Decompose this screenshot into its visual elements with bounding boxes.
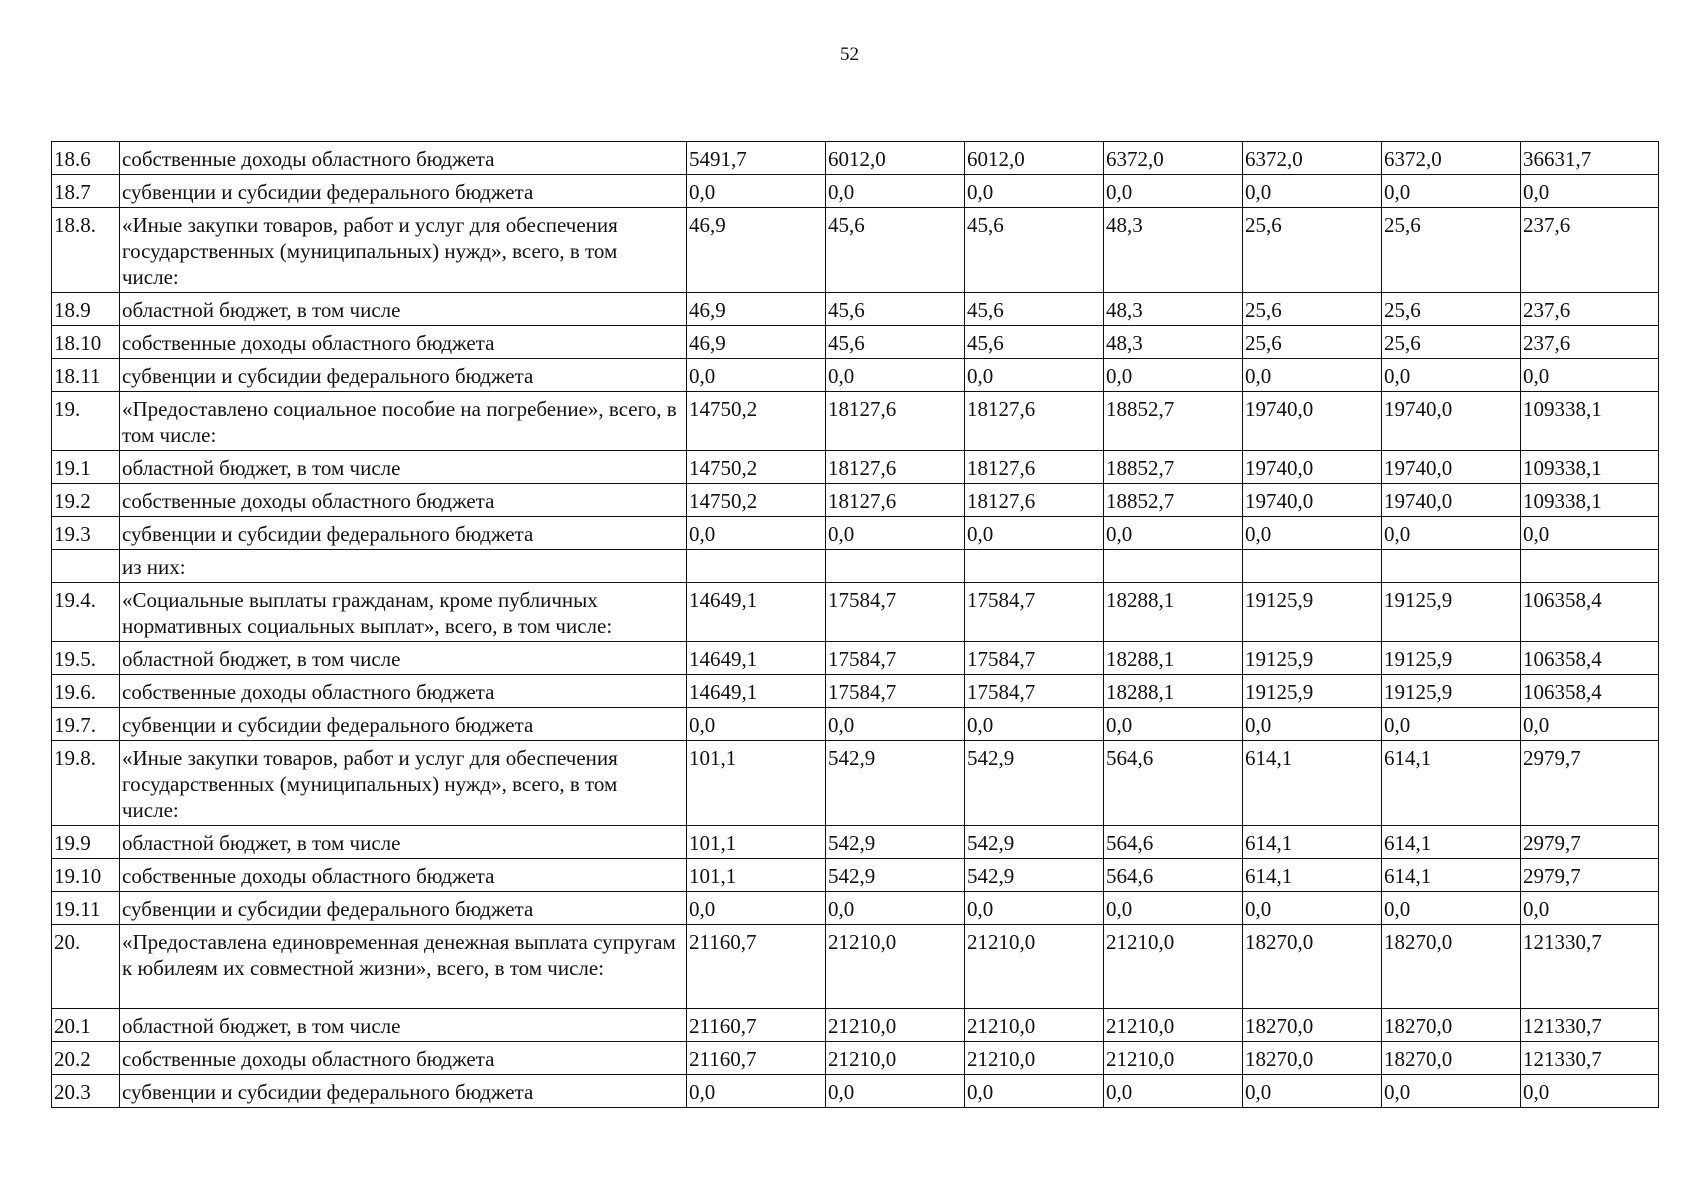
- value-cell: 106358,4: [1521, 583, 1659, 642]
- value-cell: 101,1: [687, 741, 826, 826]
- value-cell: 25,6: [1382, 208, 1521, 293]
- value-cell: 17584,7: [965, 642, 1104, 675]
- value-cell: 18852,7: [1104, 392, 1243, 451]
- value-cell: 18852,7: [1104, 484, 1243, 517]
- value-cell: 18852,7: [1104, 451, 1243, 484]
- value-cell: 0,0: [965, 517, 1104, 550]
- value-cell: 48,3: [1104, 326, 1243, 359]
- value-cell: 614,1: [1243, 741, 1382, 826]
- value-cell: 18127,6: [965, 451, 1104, 484]
- value-cell: 0,0: [1382, 892, 1521, 925]
- row-number-cell: 20.3: [52, 1075, 120, 1108]
- row-description-cell: субвенции и субсидии федерального бюджета: [120, 359, 687, 392]
- value-cell: 121330,7: [1521, 1009, 1659, 1042]
- value-cell: 614,1: [1382, 826, 1521, 859]
- value-cell: 14750,2: [687, 484, 826, 517]
- value-cell: 0,0: [1104, 359, 1243, 392]
- value-cell: 46,9: [687, 208, 826, 293]
- row-description-cell: собственные доходы областного бюджета: [120, 484, 687, 517]
- row-number-cell: 18.8.: [52, 208, 120, 293]
- value-cell: 18288,1: [1104, 675, 1243, 708]
- row-description-cell: субвенции и субсидии федерального бюджета: [120, 892, 687, 925]
- row-description-cell: из них:: [120, 550, 687, 583]
- row-description-cell: областной бюджет, в том числе: [120, 1009, 687, 1042]
- table-row: [52, 517, 1659, 550]
- row-description-cell: областной бюджет, в том числе: [120, 293, 687, 326]
- value-cell: 237,6: [1521, 208, 1659, 293]
- value-cell: 542,9: [826, 859, 965, 892]
- value-cell: 45,6: [826, 293, 965, 326]
- value-cell: 45,6: [965, 326, 1104, 359]
- value-cell: 0,0: [1382, 708, 1521, 741]
- value-cell: 614,1: [1382, 741, 1521, 826]
- row-description-cell: субвенции и субсидии федерального бюджета: [120, 517, 687, 550]
- table-row: [52, 293, 1659, 326]
- row-number-cell: 19.3: [52, 517, 120, 550]
- value-cell: 101,1: [687, 859, 826, 892]
- value-cell: 0,0: [1382, 517, 1521, 550]
- value-cell: 2979,7: [1521, 741, 1659, 826]
- table-row: [52, 642, 1659, 675]
- row-description-cell: «Иные закупки товаров, работ и услуг для обеспечения государственных (муниципальных) нужд», всего, в том числе:: [120, 741, 687, 826]
- value-cell: 0,0: [1521, 175, 1659, 208]
- row-number-cell: 20.2: [52, 1042, 120, 1075]
- row-number-cell: 19.: [52, 392, 120, 451]
- value-cell: 17584,7: [826, 642, 965, 675]
- table-row: [52, 675, 1659, 708]
- value-cell: 18127,6: [826, 451, 965, 484]
- value-cell: 25,6: [1382, 326, 1521, 359]
- value-cell: 542,9: [965, 826, 1104, 859]
- value-cell: 14649,1: [687, 583, 826, 642]
- value-cell: 18270,0: [1243, 925, 1382, 1009]
- value-cell: 0,0: [1521, 517, 1659, 550]
- value-cell: [1243, 550, 1382, 583]
- table-row: [52, 326, 1659, 359]
- value-cell: 46,9: [687, 293, 826, 326]
- row-number-cell: 19.5.: [52, 642, 120, 675]
- row-number-cell: 19.6.: [52, 675, 120, 708]
- value-cell: 542,9: [826, 741, 965, 826]
- value-cell: 18270,0: [1382, 1009, 1521, 1042]
- value-cell: 121330,7: [1521, 1042, 1659, 1075]
- row-number-cell: 18.6: [52, 142, 120, 175]
- value-cell: 21210,0: [1104, 925, 1243, 1009]
- value-cell: 614,1: [1243, 859, 1382, 892]
- value-cell: 237,6: [1521, 293, 1659, 326]
- value-cell: [965, 550, 1104, 583]
- value-cell: 18270,0: [1243, 1009, 1382, 1042]
- value-cell: 0,0: [1104, 1075, 1243, 1108]
- value-cell: 21210,0: [826, 1009, 965, 1042]
- row-number-cell: 19.4.: [52, 583, 120, 642]
- value-cell: 21210,0: [965, 1042, 1104, 1075]
- table-row: [52, 175, 1659, 208]
- value-cell: 2979,7: [1521, 859, 1659, 892]
- value-cell: 6012,0: [826, 142, 965, 175]
- row-number-cell: 18.9: [52, 293, 120, 326]
- value-cell: 19740,0: [1382, 484, 1521, 517]
- table-row: [52, 826, 1659, 859]
- value-cell: 0,0: [826, 359, 965, 392]
- value-cell: 21160,7: [687, 925, 826, 1009]
- value-cell: 106358,4: [1521, 675, 1659, 708]
- value-cell: 0,0: [1104, 175, 1243, 208]
- value-cell: 0,0: [1243, 517, 1382, 550]
- budget-table: [51, 141, 1659, 1108]
- value-cell: 25,6: [1243, 326, 1382, 359]
- value-cell: 14750,2: [687, 392, 826, 451]
- value-cell: 21210,0: [826, 1042, 965, 1075]
- value-cell: 18288,1: [1104, 583, 1243, 642]
- value-cell: 0,0: [687, 359, 826, 392]
- value-cell: 109338,1: [1521, 392, 1659, 451]
- value-cell: 18127,6: [826, 484, 965, 517]
- value-cell: 109338,1: [1521, 451, 1659, 484]
- value-cell: 19125,9: [1382, 642, 1521, 675]
- table-row: [52, 142, 1659, 175]
- value-cell: 19740,0: [1382, 451, 1521, 484]
- value-cell: 18288,1: [1104, 642, 1243, 675]
- value-cell: [826, 550, 965, 583]
- table-row: [52, 550, 1659, 583]
- row-number-cell: 19.7.: [52, 708, 120, 741]
- value-cell: 17584,7: [965, 583, 1104, 642]
- table-row: [52, 392, 1659, 451]
- value-cell: 14649,1: [687, 675, 826, 708]
- value-cell: 21210,0: [1104, 1009, 1243, 1042]
- row-description-cell: собственные доходы областного бюджета: [120, 142, 687, 175]
- value-cell: 614,1: [1382, 859, 1521, 892]
- value-cell: 0,0: [1382, 1075, 1521, 1108]
- value-cell: 0,0: [1104, 892, 1243, 925]
- value-cell: 0,0: [1243, 892, 1382, 925]
- value-cell: 0,0: [965, 892, 1104, 925]
- value-cell: 46,9: [687, 326, 826, 359]
- value-cell: 6372,0: [1104, 142, 1243, 175]
- row-number-cell: 19.2: [52, 484, 120, 517]
- row-description-cell: областной бюджет, в том числе: [120, 451, 687, 484]
- value-cell: 45,6: [965, 293, 1104, 326]
- table-row: [52, 1009, 1659, 1042]
- value-cell: 19740,0: [1243, 484, 1382, 517]
- row-number-cell: 18.11: [52, 359, 120, 392]
- value-cell: 0,0: [826, 892, 965, 925]
- value-cell: 564,6: [1104, 826, 1243, 859]
- value-cell: 21210,0: [826, 925, 965, 1009]
- value-cell: 0,0: [826, 708, 965, 741]
- value-cell: 0,0: [826, 175, 965, 208]
- value-cell: 25,6: [1243, 293, 1382, 326]
- value-cell: 21160,7: [687, 1042, 826, 1075]
- value-cell: 0,0: [1521, 892, 1659, 925]
- row-description-cell: собственные доходы областного бюджета: [120, 859, 687, 892]
- value-cell: 0,0: [687, 517, 826, 550]
- value-cell: 542,9: [965, 741, 1104, 826]
- row-description-cell: собственные доходы областного бюджета: [120, 1042, 687, 1075]
- value-cell: 121330,7: [1521, 925, 1659, 1009]
- value-cell: 36631,7: [1521, 142, 1659, 175]
- row-description-cell: областной бюджет, в том числе: [120, 826, 687, 859]
- value-cell: 48,3: [1104, 293, 1243, 326]
- value-cell: 109338,1: [1521, 484, 1659, 517]
- table-row: [52, 741, 1659, 826]
- value-cell: 0,0: [1243, 359, 1382, 392]
- row-description-cell: собственные доходы областного бюджета: [120, 326, 687, 359]
- value-cell: 0,0: [1243, 1075, 1382, 1108]
- row-description-cell: собственные доходы областного бюджета: [120, 675, 687, 708]
- row-description-cell: «Иные закупки товаров, работ и услуг для обеспечения государственных (муниципальных) нужд», всего, в том числе:: [120, 208, 687, 293]
- row-number-cell: [52, 550, 120, 583]
- table-row: [52, 451, 1659, 484]
- value-cell: 17584,7: [965, 675, 1104, 708]
- row-number-cell: 19.11: [52, 892, 120, 925]
- value-cell: 19125,9: [1243, 583, 1382, 642]
- value-cell: 19740,0: [1243, 451, 1382, 484]
- value-cell: 0,0: [826, 517, 965, 550]
- row-number-cell: 19.8.: [52, 741, 120, 826]
- value-cell: 0,0: [965, 708, 1104, 741]
- value-cell: 45,6: [965, 208, 1104, 293]
- table-row: [52, 1042, 1659, 1075]
- value-cell: 14649,1: [687, 642, 826, 675]
- value-cell: 0,0: [1521, 1075, 1659, 1108]
- table-row: [52, 892, 1659, 925]
- value-cell: 19125,9: [1243, 675, 1382, 708]
- value-cell: 0,0: [1382, 359, 1521, 392]
- row-number-cell: 20.1: [52, 1009, 120, 1042]
- row-description-cell: областной бюджет, в том числе: [120, 642, 687, 675]
- row-description-cell: «Социальные выплаты гражданам, кроме публичных нормативных социальных выплат», всего, в том числе:: [120, 583, 687, 642]
- row-number-cell: 19.9: [52, 826, 120, 859]
- value-cell: [1521, 550, 1659, 583]
- value-cell: 564,6: [1104, 859, 1243, 892]
- row-number-cell: 19.10: [52, 859, 120, 892]
- row-number-cell: 19.1: [52, 451, 120, 484]
- value-cell: 0,0: [1104, 517, 1243, 550]
- row-description-cell: субвенции и субсидии федерального бюджета: [120, 175, 687, 208]
- value-cell: 0,0: [826, 1075, 965, 1108]
- value-cell: 6372,0: [1382, 142, 1521, 175]
- value-cell: 0,0: [965, 359, 1104, 392]
- value-cell: 0,0: [1382, 175, 1521, 208]
- value-cell: 19740,0: [1382, 392, 1521, 451]
- value-cell: 0,0: [1104, 708, 1243, 741]
- value-cell: 0,0: [687, 1075, 826, 1108]
- value-cell: 18127,6: [965, 392, 1104, 451]
- value-cell: 101,1: [687, 826, 826, 859]
- row-description-cell: субвенции и субсидии федерального бюджета: [120, 1075, 687, 1108]
- value-cell: 0,0: [1243, 708, 1382, 741]
- table-row: [52, 583, 1659, 642]
- value-cell: 45,6: [826, 208, 965, 293]
- value-cell: 614,1: [1243, 826, 1382, 859]
- value-cell: 45,6: [826, 326, 965, 359]
- page-number: 52: [840, 44, 859, 65]
- value-cell: 19740,0: [1243, 392, 1382, 451]
- value-cell: 237,6: [1521, 326, 1659, 359]
- value-cell: 14750,2: [687, 451, 826, 484]
- value-cell: 6372,0: [1243, 142, 1382, 175]
- table-row: [52, 484, 1659, 517]
- value-cell: 21160,7: [687, 1009, 826, 1042]
- row-description-cell: «Предоставлено социальное пособие на погребение», всего, в том числе:: [120, 392, 687, 451]
- value-cell: 0,0: [687, 708, 826, 741]
- table-row: [52, 708, 1659, 741]
- value-cell: 21210,0: [1104, 1042, 1243, 1075]
- table-row: [52, 859, 1659, 892]
- row-number-cell: 20.: [52, 925, 120, 1009]
- value-cell: 0,0: [1521, 359, 1659, 392]
- budget-table-body: [52, 142, 1659, 1108]
- value-cell: 564,6: [1104, 741, 1243, 826]
- value-cell: 19125,9: [1382, 675, 1521, 708]
- value-cell: 0,0: [1243, 175, 1382, 208]
- value-cell: 106358,4: [1521, 642, 1659, 675]
- row-number-cell: 18.7: [52, 175, 120, 208]
- value-cell: 18270,0: [1382, 925, 1521, 1009]
- table-row: [52, 359, 1659, 392]
- row-description-cell: субвенции и субсидии федерального бюджета: [120, 708, 687, 741]
- value-cell: 21210,0: [965, 925, 1104, 1009]
- value-cell: 542,9: [826, 826, 965, 859]
- value-cell: 48,3: [1104, 208, 1243, 293]
- value-cell: 0,0: [687, 175, 826, 208]
- table-row: [52, 1075, 1659, 1108]
- value-cell: 19125,9: [1382, 583, 1521, 642]
- value-cell: [687, 550, 826, 583]
- table-row: [52, 925, 1659, 1009]
- value-cell: [1382, 550, 1521, 583]
- value-cell: 0,0: [687, 892, 826, 925]
- value-cell: 0,0: [965, 1075, 1104, 1108]
- row-description-cell: «Предоставлена единовременная денежная выплата супругам к юбилеям их совместной жизни», всего, в том числе:: [120, 925, 687, 1009]
- value-cell: [1104, 550, 1243, 583]
- value-cell: 0,0: [965, 175, 1104, 208]
- value-cell: 0,0: [1521, 708, 1659, 741]
- value-cell: 18127,6: [826, 392, 965, 451]
- value-cell: 18270,0: [1382, 1042, 1521, 1075]
- table-row: [52, 208, 1659, 293]
- value-cell: 18127,6: [965, 484, 1104, 517]
- value-cell: 17584,7: [826, 583, 965, 642]
- value-cell: 542,9: [965, 859, 1104, 892]
- value-cell: 18270,0: [1243, 1042, 1382, 1075]
- value-cell: 17584,7: [826, 675, 965, 708]
- value-cell: 25,6: [1382, 293, 1521, 326]
- value-cell: 5491,7: [687, 142, 826, 175]
- value-cell: 6012,0: [965, 142, 1104, 175]
- row-number-cell: 18.10: [52, 326, 120, 359]
- value-cell: 19125,9: [1243, 642, 1382, 675]
- value-cell: 21210,0: [965, 1009, 1104, 1042]
- value-cell: 2979,7: [1521, 826, 1659, 859]
- value-cell: 25,6: [1243, 208, 1382, 293]
